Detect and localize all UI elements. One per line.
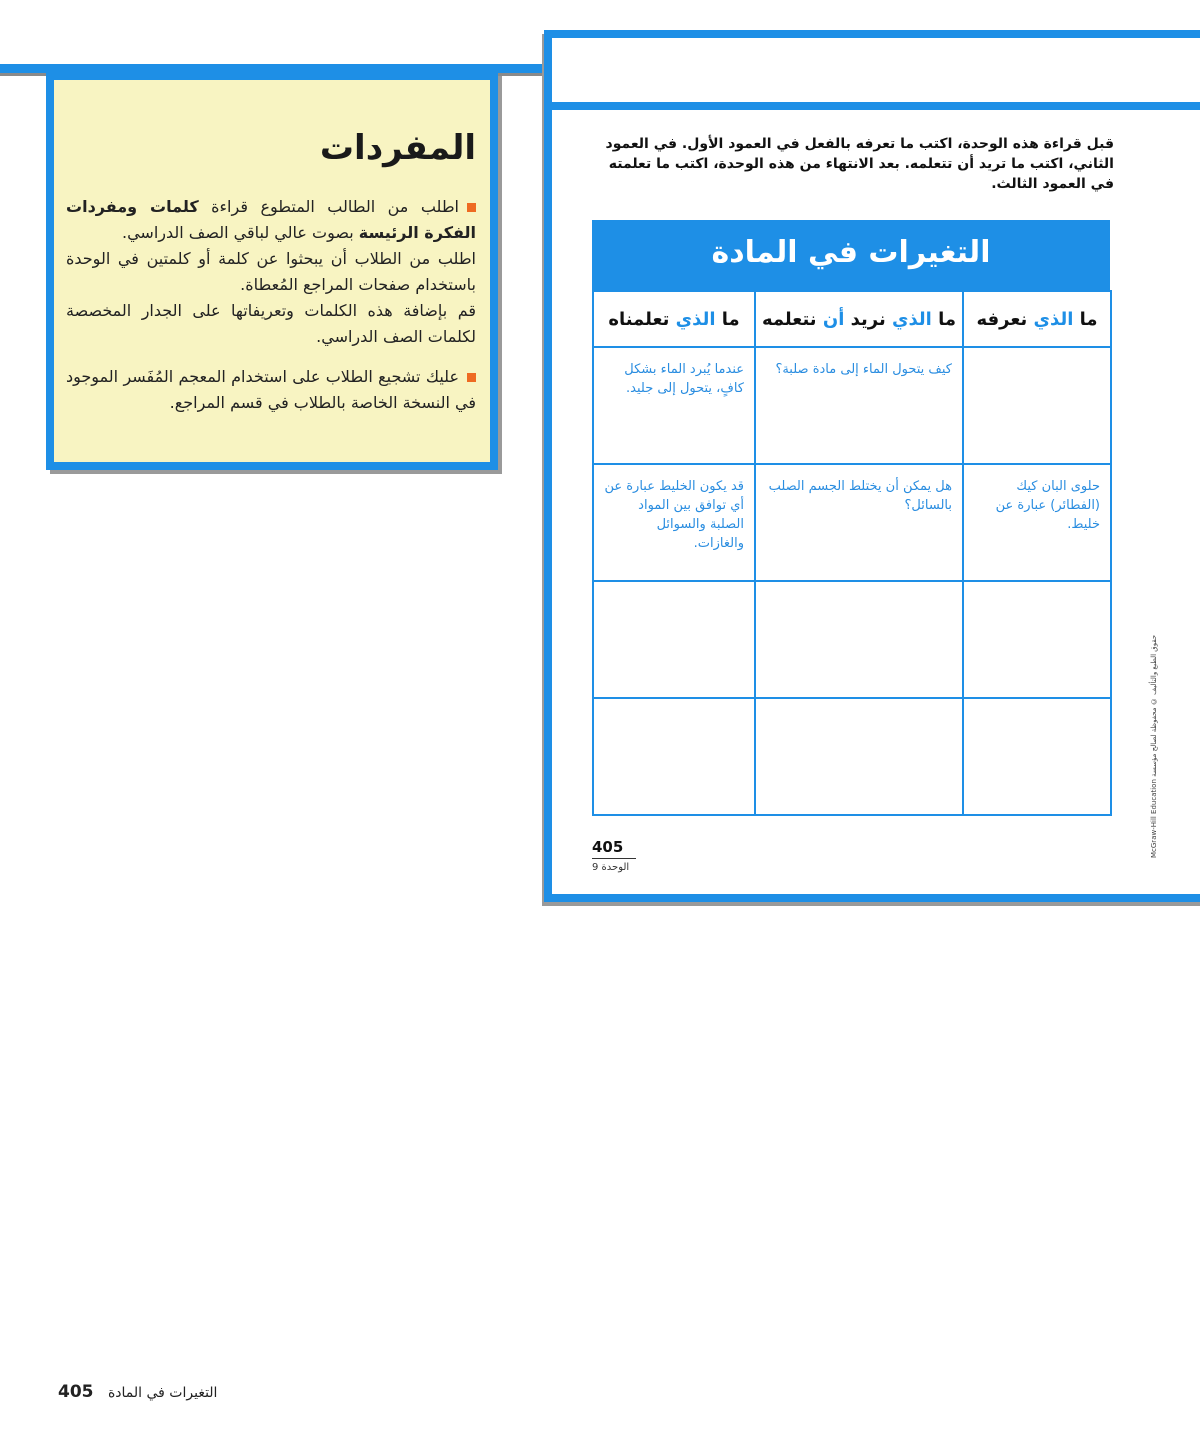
cell-learned[interactable]: قد يكون الخليط عبارة عن أي توافق بين المواد الصلبة والسوائل والغازات. [593,464,755,581]
cell-learned[interactable]: عندما يُبرد الماء بشكل كافٍ، يتحول إلى جليد. [593,347,755,464]
vocabulary-body [66,194,476,430]
page-footer [58,1382,217,1402]
column-learned: ما الذي تعلمناه [593,291,755,347]
table-row [593,698,1111,815]
table-row [593,347,1111,464]
vocabulary-box [46,72,498,470]
square-bullet-icon [467,203,476,212]
cell-want[interactable] [755,581,963,698]
instructions: قبل قراءة هذه الوحدة، اكتب ما تعرفه بالفعل في العمود الأول. في العمود الثاني، اكتب ما تريد أن تتعلمه. بعد الانتهاء من هذه الوحدة، اكتب ما تعلمته في العمود الثالث. [605,136,1114,192]
footer-page-number: 405 [58,1382,94,1402]
column-know: ما الذي نعرفه [963,291,1111,347]
table-title: التغيرات في المادة [592,220,1110,290]
vocabulary-title: المفردات [319,128,476,168]
unit-label: الوحدة 9 [592,862,630,873]
cell-want[interactable]: كيف يتحول الماء إلى مادة صلبة؟ [755,347,963,464]
vocabulary-item-2: عليك تشجيع الطلاب على استخدام المعجم المُفَسر الموجود في النسخة الخاصة بالطلاب في قسم المراجع. [66,367,476,412]
cell-know[interactable] [963,698,1111,815]
student-page [544,30,1200,902]
kwl-table [592,290,1110,814]
table-row [593,464,1111,581]
student-page-number: 405 [592,838,624,856]
page-number-rule [592,858,636,859]
cell-know[interactable] [963,347,1111,464]
cell-learned[interactable] [593,581,755,698]
vocabulary-item-1-line-2: اطلب من الطلاب أن يبحثوا عن كلمة أو كلمتين في الوحدة باستخدام صفحات المراجع المُعطاة. [66,249,476,294]
square-bullet-icon [467,373,476,382]
cell-want[interactable] [755,698,963,815]
key-terms-bold: كلمات ومفردات الفكرة الرئيسة [66,197,476,242]
copyright-notice: McGraw-Hill Education حقوق الطبع والتأليف © محفوظة لصالح مؤسسة [1150,634,1158,858]
column-want: ما الذي نريد أن نتعلمه [755,291,963,347]
cell-know[interactable] [963,581,1111,698]
cell-know[interactable]: حلوى البان كيك (الفطائر) عبارة عن خليط. [963,464,1111,581]
table-header-row [593,291,1111,347]
vocabulary-item-1: اطلب من الطالب المتطوع قراءة كلمات ومفردات الفكرة الرئيسة بصوت عالي لباقي الصف الدراسي. اطلب من الطلاب أن يبحثوا عن كلمة أو كلمتين في الوحدة باستخدام صفحات المراجع المُعطاة. قم بإضافة هذه الكلمات وتعريفاتها على الجدار المخصصة لكلمات الصف الدراسي. [66,197,476,346]
cell-want[interactable]: هل يمكن أن يختلط الجسم الصلب بالسائل؟ [755,464,963,581]
footer-title: التغيرات في المادة [107,1385,218,1401]
cell-learned[interactable] [593,698,755,815]
page-header-rule [552,102,1200,110]
vocabulary-item-1-line-3: قم بإضافة هذه الكلمات وتعريفاتها على الجدار المخصصة لكلمات الصف الدراسي. [66,301,476,346]
table-row [593,581,1111,698]
